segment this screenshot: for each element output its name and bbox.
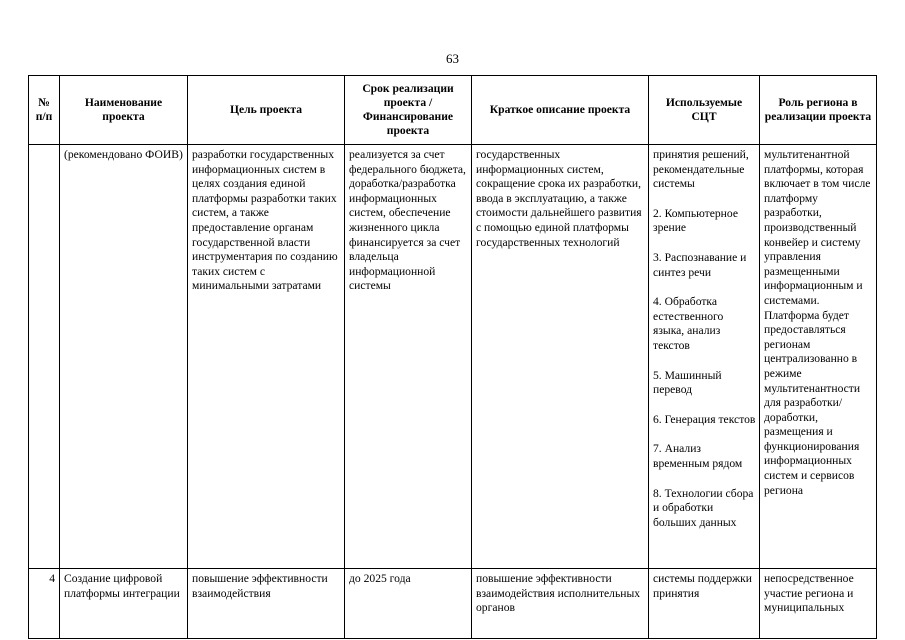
cell-name: Создание цифровой платформы интеграции [60,569,188,639]
cell-term: реализуется за счет федерального бюджета, доработка/разработка информационных систем, обеспечение жизненного цикла финансируется за счет владельца информационной системы [345,145,472,569]
table-header-row [29,76,877,145]
header-term: Срок реализации проекта / Финансирование проекта [345,76,472,145]
tech-item: 7. Анализ временным рядом [653,442,743,470]
tech-item: 5. Машинный перевод [653,368,722,397]
cell-description: государственных информационных систем, сокращение срока их разработки, ввода в эксплуатацию, а также стоимости дальнейшего развития с помощью единой платформы государственных технологий [472,145,649,569]
cell-tech [649,145,760,569]
header-role: Роль региона в реализации проекта [760,76,877,145]
header-tech: Используемые СЦТ [649,76,760,145]
cell-role: мультитенантной платформы, которая включает в том числе платформу разработки, производственный конвейер и систему управления размещенными информационным и системами. Платформа будет предоставляться регионам централизованно в режиме мультитенантности для разработки/доработки, размещения и функционирования информационных систем и сервисов региона [760,145,877,569]
cell-goal: разработки государственных информационных систем в целях создания единой платформы разработки таких систем, а также предоставление органам государственной власти инструментария по созданию таких систем с минимальными затратами [188,145,345,569]
tech-item: 3. Распознавание и синтез речи [653,250,747,279]
cell-num: 4 [29,569,60,639]
cell-num [29,145,60,569]
table-row [29,569,877,639]
tech-item: принятия решений, рекомендательные системы [653,148,749,191]
cell-goal: повышение эффективности взаимодействия [188,569,345,639]
tech-item: системы поддержки принятия [653,572,752,600]
cell-description: повышение эффективности взаимодействия исполнительных органов [472,569,649,639]
tech-item: 8. Технологии сбора и обработки больших данных [653,486,754,529]
tech-item: 2. Компьютерное зрение [653,206,738,235]
header-num: № п/п [29,76,60,145]
page-number: 63 [446,51,459,66]
cell-tech [649,569,760,639]
cell-name: (рекомендовано ФОИВ) [60,145,188,569]
header-description: Краткое описание проекта [472,76,649,145]
tech-item: 4. Обработка естественного языка, анализ текстов [653,295,724,352]
table-row [29,145,877,569]
projects-table [28,75,877,639]
header-goal: Цель проекта [188,76,345,145]
cell-role: непосредственное участие региона и муниципальных [760,569,877,639]
tech-item: 6. Генерация текстов [653,412,756,426]
cell-term: до 2025 года [345,569,472,639]
header-name: Наименование проекта [60,76,188,145]
